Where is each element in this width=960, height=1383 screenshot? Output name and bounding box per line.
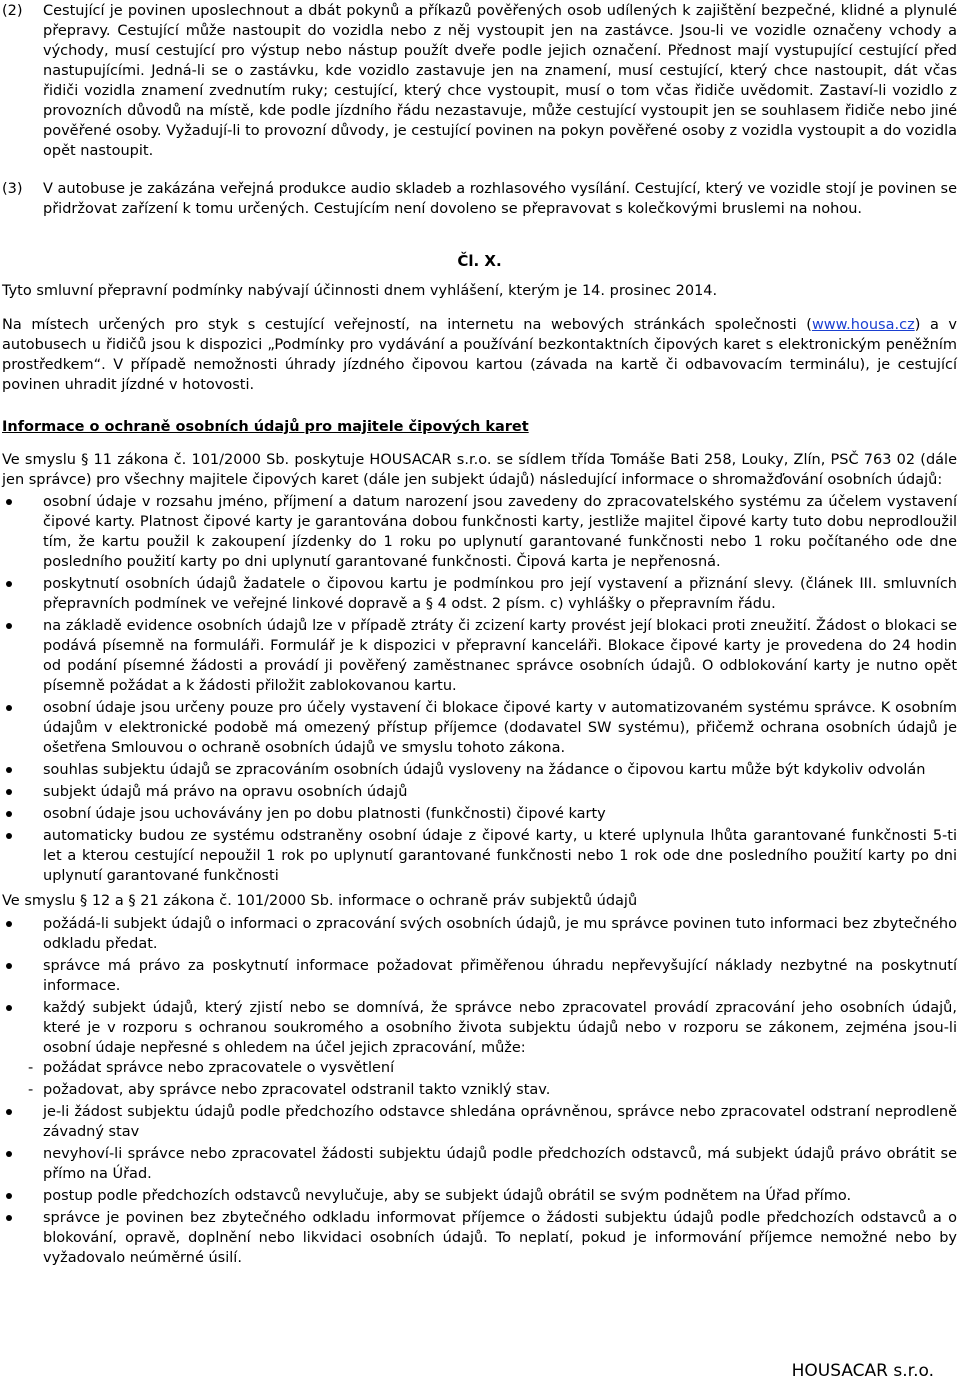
- list-item: [2, 574, 957, 614]
- bullet-icon: [6, 1193, 12, 1199]
- section-number: (2): [2, 3, 23, 19]
- section-2: [2, 1, 957, 161]
- rights-dash-list: [2, 1058, 957, 1100]
- section-3: [2, 179, 957, 219]
- list-item: [2, 956, 957, 996]
- bullet-icon: [6, 705, 12, 711]
- list-item: [2, 492, 957, 572]
- company-website-link[interactable]: www.housa.cz: [811, 317, 915, 333]
- list-item-text: je-li žádost subjektu údajů podle předchozího odstavce shledána oprávněnou, správce nebo zpracovatel odstraní neprodleně závadný stav: [43, 1104, 957, 1140]
- rights-intro: Ve smyslu § 12 a § 21 zákona č. 101/2000 Sb. informace o ochraně práv subjektů údajů: [2, 893, 638, 909]
- dash-marker: -: [28, 1082, 34, 1098]
- list-item-text: poskytnutí osobních údajů žadatele o čipovou kartu je podmínkou pro její vystavení a přiznání slevy. (článek III. smluvních přepravních podmínek ve veřejné linkové dopravě a § 4 odst. 2 písm. c) vyhlášky o přepravním řádu.: [43, 576, 957, 612]
- list-item-text: osobní údaje jsou uchovávány jen po dobu platnosti (funkčnosti) čipové karty: [43, 806, 606, 822]
- section-number: (3): [2, 181, 23, 197]
- list-item: [2, 1186, 957, 1206]
- bullet-icon: [6, 1215, 12, 1221]
- list-item-text: požádá-li subjekt údajů o informaci o zpracování svých osobních údajů, je mu správce povinen tuto informaci bez zbytečného odkladu předat.: [43, 916, 957, 952]
- privacy-intro: Ve smyslu § 11 zákona č. 101/2000 Sb. poskytuje HOUSACAR s.r.o. se sídlem třída Tomáše Bati 258, Louky, Zlín, PSČ 763 02 (dále jen správce) pro všechny majitele čipových karet (dále jen subjekt údajů) následující informace o shromažďování osobních údajů:: [2, 452, 957, 488]
- bullet-icon: [6, 1151, 12, 1157]
- list-item: [2, 782, 957, 802]
- list-item: [2, 804, 957, 824]
- dash-item-text: požadovat, aby správce nebo zpracovatel odstranil takto vzniklý stav.: [43, 1082, 551, 1098]
- privacy-list: [2, 492, 957, 886]
- bullet-icon: [6, 963, 12, 969]
- section-text: V autobuse je zakázána veřejná produkce audio skladeb a rozhlasového vysílání. Cestující, který ve vozidle stojí je povinen se přidržovat zařízení k tomu určených. Cestujícím není dovoleno se přepravovat s kolečkovými bruslemi na nohou.: [43, 181, 957, 217]
- dash-marker: -: [28, 1060, 34, 1076]
- list-item-text: automaticky budou ze systému odstraněny osobní údaje z čipové karty, u které uplynula lhůta garantované funkčnosti 5-ti let a kterou cestující nepoužil 1 rok po uplynutí garantované funkčnosti nebo 1 rok ode dne posledního použití karty po dni uplynutí garantované funkčnosti: [43, 828, 957, 884]
- list-item: [2, 1102, 957, 1142]
- availability-paragraph: [2, 315, 957, 395]
- list-item: [2, 914, 957, 954]
- availability-text-after: ) a v autobusech u řidičů jsou k dispozici „Podmínky pro vydávání a používání bezkontaktních čipových karet s elektronickým peněžním prostředkem“. V případě nemožnosti úhrady jízdného čipovou kartou (závada na kartě či odbavovacím terminálu), je cestující povinen uhradit jízdné v hotovosti.: [2, 317, 957, 393]
- list-item: [2, 998, 957, 1058]
- list-item-text: nevyhoví-li správce nebo zpracovatel žádosti subjektu údajů podle předchozích odstavců, má subjekt údajů právo obrátit se přímo na Úřad.: [43, 1146, 957, 1182]
- list-item-text: správce má právo za poskytnutí informace požadovat přiměřenou úhradu nepřevyšující náklady nezbytné na poskytnutí informace.: [43, 958, 957, 994]
- bullet-icon: [6, 623, 12, 629]
- bullet-icon: [6, 811, 12, 817]
- article-heading: Čl. X.: [457, 252, 502, 270]
- privacy-heading: Informace o ochraně osobních údajů pro majitele čipových karet: [2, 419, 529, 435]
- company-signature: HOUSACAR s.r.o.: [791, 1361, 934, 1381]
- dash-item: [2, 1058, 957, 1078]
- dash-item-text: požádat správce nebo zpracovatele o vysvětlení: [43, 1060, 395, 1076]
- list-item-text: postup podle předchozích odstavců nevylučuje, aby se subjekt údajů obrátil se svým podnětem na Úřad přímo.: [43, 1188, 852, 1204]
- list-item-text: osobní údaje jsou určeny pouze pro účely vystavení či blokace čipové karty v automatizovaném systému správce. K osobním údajům v elektronické podobě má omezený přístup příjemce (dodavatel SW systému), přičemž ochrana osobních údajů je ošetřena Smlouvou o ochraně osobních údajů ve smyslu tohoto zákona.: [43, 700, 957, 756]
- list-item-text: na základě evidence osobních údajů lze v případě ztráty či zcizení karty provést její blokaci proti zneužití. Žádost o blokaci se podává písemně na formuláři. Formulář je k dispozici v přepravní kanceláři. Blokace čipové karty je provedena do 24 hodin od podání písemné žádosti a provádí ji pověřený zaměstnanec správce osobních údajů. O odblokování karty je nutno opět písemně požádat a k žádosti přiložit zablokovanou kartu.: [43, 618, 957, 694]
- list-item: [2, 616, 957, 696]
- list-item: [2, 1208, 957, 1268]
- bullet-icon: [6, 833, 12, 839]
- validity-paragraph: Tyto smluvní přepravní podmínky nabývají účinnosti dnem vyhlášení, kterým je 14. prosinec 2014.: [2, 283, 718, 299]
- list-item: [2, 698, 957, 758]
- list-item: [2, 826, 957, 886]
- list-item: [2, 1144, 957, 1184]
- dash-item: [2, 1080, 957, 1100]
- list-item-text: subjekt údajů má právo na opravu osobních údajů: [43, 784, 408, 800]
- bullet-icon: [6, 767, 12, 773]
- bullet-icon: [6, 581, 12, 587]
- list-item-text: osobní údaje v rozsahu jméno, příjmení a datum narození jsou zavedeny do zpracovatelského systému za účelem vystavení čipové karty. Platnost čipové karty je garantována dobou funkčnosti karty, jestliže majitel čipové karty tuto dobu neprodloužil tím, že kartu použil k zakoupení jízdenky do 1 roku po uplynutí garantované funkčnosti nebo 1 roku počítaného ode dne posledního použití karty po dni uplynutí garantované funkčnosti. Čipová karta je nepřenosná.: [43, 494, 957, 570]
- bullet-icon: [6, 499, 12, 505]
- bullet-icon: [6, 789, 12, 795]
- section-text: Cestující je povinen uposlechnout a dbát pokynů a příkazů pověřených osob udílených k zajištění bezpečné, klidné a plynulé přepravy. Cestující může nastoupit do vozidla nebo z něj vystoupit jen na zastávce. Jsou-li ve vozidle označeny vchody a východy, musí cestující pro výstup nebo nástup použít dveře podle jejich označení. Přednost mají vystupující cestující před nastupujícími. Jedná-li se o zastávku, kde vozidlo zastavuje jen na znamení, musí cestující, který chce nastoupit, dát včas řidiči vozidla znamení zvednutím ruky; cestující, který chce vystoupit, musí o tom včas řidiče uvědomit. Zastaví-li vozidlo z provozních důvodů na místě, kde podle jízdního řádu nezastavuje, může cestující vystoupit jen se souhlasem řidiče nebo jiné pověřené osoby. Vyžadují-li to provozní důvody, je cestující povinen na pokyn pověřené osoby z vozidla vystoupit a do vozidla opět nastoupit.: [43, 3, 957, 159]
- bullet-icon: [6, 1005, 12, 1011]
- bullet-icon: [6, 1109, 12, 1115]
- rights-list-a: [2, 914, 957, 1058]
- availability-text-before: Na místech určených pro styk s cestující veřejností, na internetu na webových stránkách společnosti (: [2, 317, 812, 333]
- list-item-text: souhlas subjektu údajů se zpracováním osobních údajů vysloveny na žádance o čipovou kartu může být kdykoliv odvolán: [43, 762, 926, 778]
- list-item-text: správce je povinen bez zbytečného odkladu informovat příjemce o žádosti subjektu údajů podle předchozích odstavců a o blokování, opravě, doplnění nebo likvidaci osobních údajů. To neplatí, pokud je informování příjemce nemožné nebo by vyžadovalo neúměrné úsilí.: [43, 1210, 957, 1266]
- list-item-text: každý subjekt údajů, který zjistí nebo se domnívá, že správce nebo zpracovatel provádí zpracování jeho osobních údajů, které je v rozporu s ochranou soukromého a osobního života subjektu údajů nebo v rozporu se zákonem, zejména jsou-li osobní údaje nepřesné s ohledem na účel jejich zpracování, může:: [43, 1000, 957, 1056]
- bullet-icon: [6, 921, 12, 927]
- rights-list-b: [2, 1102, 957, 1268]
- list-item: [2, 760, 957, 780]
